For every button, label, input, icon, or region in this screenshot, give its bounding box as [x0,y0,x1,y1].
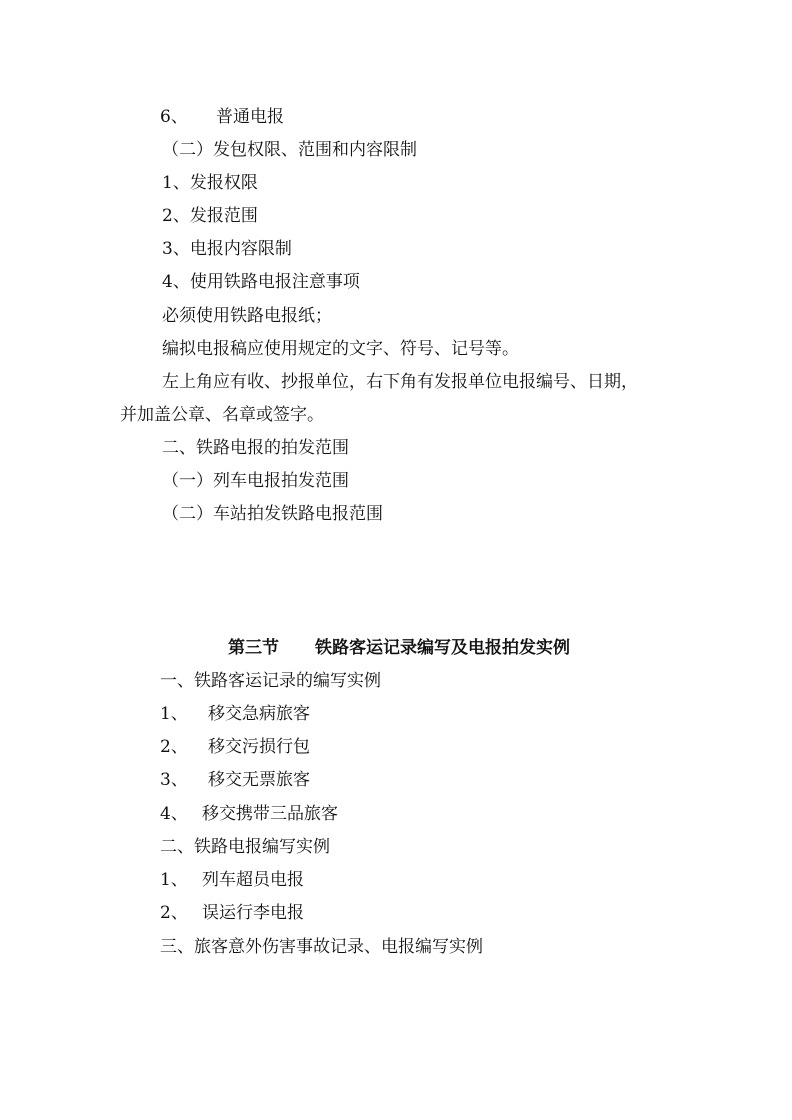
list-item [160,902,304,924]
list-item [160,803,338,825]
list-number: 1、 [160,870,188,890]
paragraph: 编拟电报稿应使用规定的文字、符号、记号等。 [162,339,519,359]
section-heading: 一、铁路客运记录的编写实例 [160,671,381,691]
list-item: 4、使用铁路电报注意事项 [162,272,360,292]
chapter-title [228,637,570,659]
list-number: 3、 [160,770,188,790]
chapter-name: 铁路客运记录编写及电报拍发实例 [315,638,570,658]
paragraph: 必须使用铁路电报纸； [162,306,332,326]
list-item [160,703,310,725]
list-number: 6、 [160,107,188,127]
list-item: 3、电报内容限制 [162,239,292,259]
list-item [160,869,304,891]
list-text: 移交无票旅客 [208,770,310,790]
list-number: 4、 [160,804,188,824]
list-number: 2、 [160,737,188,757]
list-item-6 [160,106,284,128]
list-item [160,769,310,791]
list-text: 移交急病旅客 [208,704,310,724]
list-text: 移交污损行包 [208,737,310,757]
list-item: 1、发报权限 [162,173,258,193]
list-number: 1、 [160,704,188,724]
list-item [160,736,310,758]
list-text: 移交携带三品旅客 [202,804,338,824]
list-number: 2、 [160,903,188,923]
list-text: 误运行李电报 [202,903,304,923]
section-heading: 二、铁路电报编写实例 [160,837,330,857]
paragraph-line: 左上角应有收、抄报单位，右下角有发报单位电报编号、日期， [162,372,638,392]
section-heading: 三、旅客意外伤害事故记录、电报编写实例 [160,937,483,957]
section-heading: 二、铁路电报的拍发范围 [162,438,349,458]
subheading: （一）列车电报拍发范围 [162,471,349,491]
chapter-number: 第三节 [228,638,279,658]
list-text: 列车超员电报 [202,870,304,890]
paragraph-line: 并加盖公章、名章或签字。 [120,405,324,425]
list-item: 2、发报范围 [162,206,258,226]
list-text: 普通电报 [216,107,284,127]
subheading: （二）车站拍发铁路电报范围 [162,504,383,524]
subheading-permissions: （二）发包权限、范围和内容限制 [162,140,417,160]
